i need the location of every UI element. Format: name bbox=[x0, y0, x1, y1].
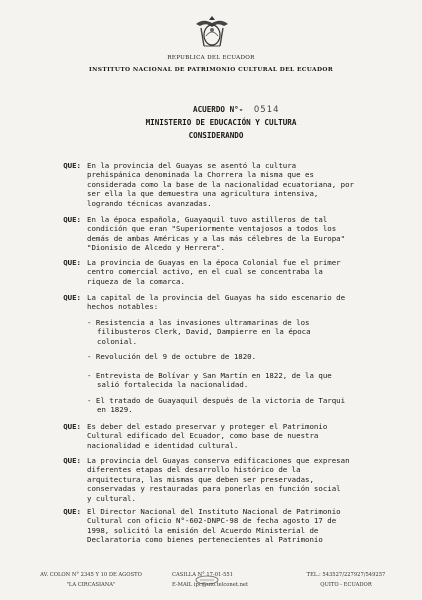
list-item: - Entrevista de Bolívar y San Martín en 1822, de la que salió fortalecida la nacionalidad. bbox=[87, 371, 332, 390]
que-label: QUE: bbox=[63, 293, 81, 302]
paragraph-text: En la provincia del Guayas se asentó la cultura prehispánica denominada la Chorrera la misma que es considerada como la base de la nacionalidad ecuatoriana, por ser ella la que demuestra una agricultura intensiva, logrando técnicas avanzadas. bbox=[87, 161, 354, 208]
que-label: QUE: bbox=[63, 215, 81, 224]
considerando-heading: CONSIDERANDO bbox=[188, 131, 244, 140]
list-item: - Revolución del 9 de octubre de 1820. bbox=[87, 352, 257, 361]
footer-address bbox=[36, 572, 146, 588]
que-label: QUE: bbox=[63, 422, 81, 431]
paragraph-text: Es deber del estado preservar y proteger el Patrimonio Cultural edificado del Ecuador, como base de nuestra nacionalidad e identidad cultural. bbox=[87, 422, 328, 450]
list-item: - El tratado de Guayaquil después de la victoria de Tarqui en 1829. bbox=[87, 396, 346, 415]
footer-casilla: CASILLA N° 17-01-551 bbox=[172, 572, 233, 578]
ecuador-coat-of-arms-icon bbox=[193, 14, 231, 50]
acuerdo-number: 0514 bbox=[253, 105, 280, 115]
footer-city: QUITO - ECUADOR bbox=[320, 582, 372, 588]
acuerdo-label: ACUERDO N°- bbox=[193, 105, 244, 114]
footer-phone bbox=[296, 572, 396, 588]
paragraph-text: La provincia de Guayas en la época Colonial fue el primer centro comercial activo, en el cual se concentraba la riqueza de la comarca. bbox=[87, 258, 341, 286]
paragraph-text: La provincia del Guayas conserva edificaciones que expresan diferentes etapas del desarrollo histórico de la arquitectura, las mismas que deben ser preservadas, conservadas y restauradas para ponerlas en función social y cultural. bbox=[87, 456, 350, 503]
footer-contact bbox=[172, 572, 262, 588]
list-item: - Resistencia a las invasiones ultramarinas de los filibusteros Clerk, David, Dampierre en la época colonial. bbox=[87, 318, 311, 346]
que-label: QUE: bbox=[63, 258, 81, 267]
que-label: QUE: bbox=[63, 456, 81, 465]
acuerdo-line bbox=[193, 105, 280, 115]
que-label: QUE: bbox=[63, 161, 81, 170]
paragraph-text: El Director Nacional del Instituto Nacional de Patrimonio Cultural con oficio N°-602-DNPC-98 de fecha agosto 17 de 1998, solicitó la emisión del Acuerdo Ministerial de Declaratoria como bienes pertenecientes al Patrimonio bbox=[87, 507, 341, 545]
paragraph-text: La capital de la provincia del Guayas ha sido escenario de hechos notables: bbox=[87, 293, 346, 312]
footer-address-line: AV. COLON N° 2345 Y 10 DE AGOSTO bbox=[40, 572, 142, 578]
ministerio-heading: MINISTERIO DE EDUCACIÓN Y CULTURA bbox=[145, 118, 297, 127]
que-label: QUE: bbox=[63, 507, 81, 516]
footer-email: E-MAIL ipc@uio.telconet.net bbox=[172, 582, 249, 588]
footer-building: "LA CIRCASIANA" bbox=[66, 582, 116, 588]
institute-heading: INSTITUTO NACIONAL DE PATRIMONIO CULTURAL DEL ECUADOR bbox=[88, 67, 334, 73]
paragraph-text: En la época española, Guayaquil tuvo astilleros de tal condición que eran "Superiormente ventajosos a todos los demás de ambas Américas y a las más célebres de la Europa" "Dionisio de Alcedo y Herrera". bbox=[87, 215, 346, 253]
footer-tel: TEL.: 543527/227927/549257 bbox=[306, 572, 386, 578]
republic-heading: REPUBLICA DEL ECUADOR bbox=[167, 55, 255, 61]
